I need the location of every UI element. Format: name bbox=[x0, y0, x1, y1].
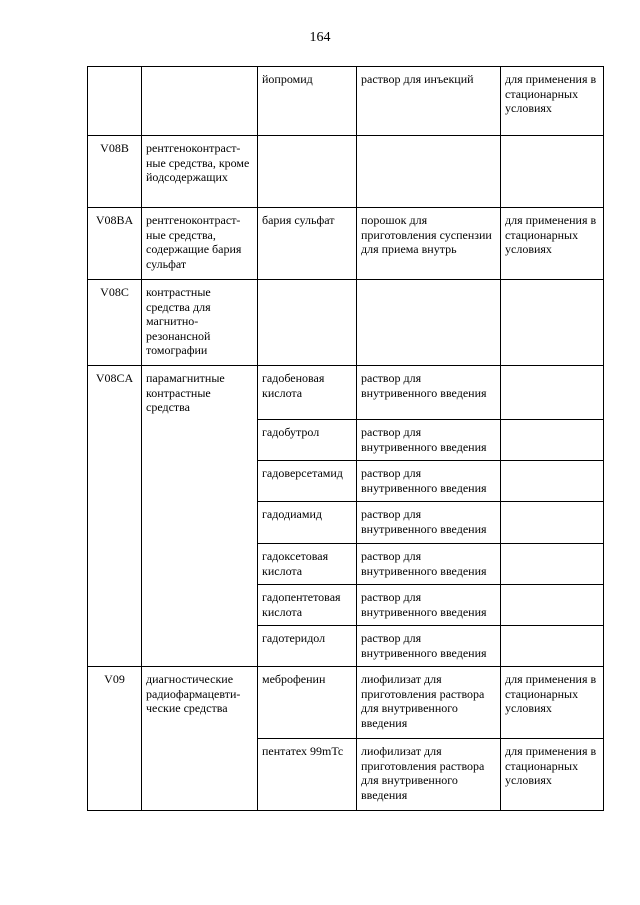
dosage-form-cell bbox=[357, 280, 501, 366]
dosage-form-cell bbox=[357, 136, 501, 208]
atc-code-cell: V08BA bbox=[88, 208, 142, 280]
atc-code-cell: V09 bbox=[88, 667, 142, 811]
dosage-form-cell: раствор для внутривенного введения bbox=[357, 461, 501, 502]
note-cell: для применения в стационарных условиях bbox=[501, 739, 604, 811]
dosage-form-cell: лиофилизат для приготовления раствора для внутривенного введения bbox=[357, 739, 501, 811]
note-cell bbox=[501, 136, 604, 208]
atc-group-cell bbox=[142, 67, 258, 136]
note-cell: для применения в стационарных условиях bbox=[501, 208, 604, 280]
drug-name-cell: меброфенин bbox=[258, 667, 357, 739]
drug-name-cell bbox=[258, 136, 357, 208]
dosage-form-cell: раствор для внутривенного введения bbox=[357, 502, 501, 544]
drug-name-cell: гадопентетовая кислота bbox=[258, 585, 357, 626]
table-row bbox=[88, 366, 604, 420]
atc-group-cell: парамагнитные контрастные средства bbox=[142, 366, 258, 667]
drug-name-cell: пентатех 99mTc bbox=[258, 739, 357, 811]
drug-name-cell: гадотеридол bbox=[258, 626, 357, 667]
note-cell: для применения в стационарных условиях bbox=[501, 67, 604, 136]
dosage-form-cell: порошок для приготовления суспензии для приема внутрь bbox=[357, 208, 501, 280]
atc-code-cell bbox=[88, 67, 142, 136]
drug-name-cell: йопромид bbox=[258, 67, 357, 136]
note-cell bbox=[501, 544, 604, 585]
table-row bbox=[88, 667, 604, 739]
drug-name-cell: гадобутрол bbox=[258, 420, 357, 461]
note-cell bbox=[501, 280, 604, 366]
drug-name-cell: гадоверсетамид bbox=[258, 461, 357, 502]
atc-code-cell: V08B bbox=[88, 136, 142, 208]
atc-group-cell: диагностические радиофармацевти-ческие средства bbox=[142, 667, 258, 811]
note-cell bbox=[501, 420, 604, 461]
note-cell: для применения в стационарных условиях bbox=[501, 667, 604, 739]
drug-table bbox=[87, 66, 604, 811]
drug-name-cell: гадоксетовая кислота bbox=[258, 544, 357, 585]
table-row bbox=[88, 280, 604, 366]
atc-code-cell: V08CA bbox=[88, 366, 142, 667]
atc-code-cell: V08C bbox=[88, 280, 142, 366]
dosage-form-cell: раствор для внутривенного введения bbox=[357, 585, 501, 626]
drug-name-cell: гадобеновая кислота bbox=[258, 366, 357, 420]
drug-name-cell: гадодиамид bbox=[258, 502, 357, 544]
note-cell bbox=[501, 461, 604, 502]
dosage-form-cell: раствор для внутривенного введения bbox=[357, 626, 501, 667]
note-cell bbox=[501, 626, 604, 667]
note-cell bbox=[501, 585, 604, 626]
dosage-form-cell: раствор для инъекций bbox=[357, 67, 501, 136]
dosage-form-cell: раствор для внутривенного введения bbox=[357, 420, 501, 461]
dosage-form-cell: раствор для внутривенного введения bbox=[357, 366, 501, 420]
atc-group-cell: рентгеноконтраст-ные средства, кроме йодсодержащих bbox=[142, 136, 258, 208]
dosage-form-cell: раствор для внутривенного введения bbox=[357, 544, 501, 585]
drug-name-cell bbox=[258, 280, 357, 366]
note-cell bbox=[501, 366, 604, 420]
table-row bbox=[88, 67, 604, 136]
drug-name-cell: бария сульфат bbox=[258, 208, 357, 280]
table-row bbox=[88, 208, 604, 280]
atc-group-cell: контрастные средства для магнитно-резонансной томографии bbox=[142, 280, 258, 366]
dosage-form-cell: лиофилизат для приготовления раствора для внутривенного введения bbox=[357, 667, 501, 739]
page-number: 164 bbox=[309, 30, 331, 45]
note-cell bbox=[501, 502, 604, 544]
atc-group-cell: рентгеноконтраст-ные средства, содержащие бария сульфат bbox=[142, 208, 258, 280]
table-row bbox=[88, 136, 604, 208]
